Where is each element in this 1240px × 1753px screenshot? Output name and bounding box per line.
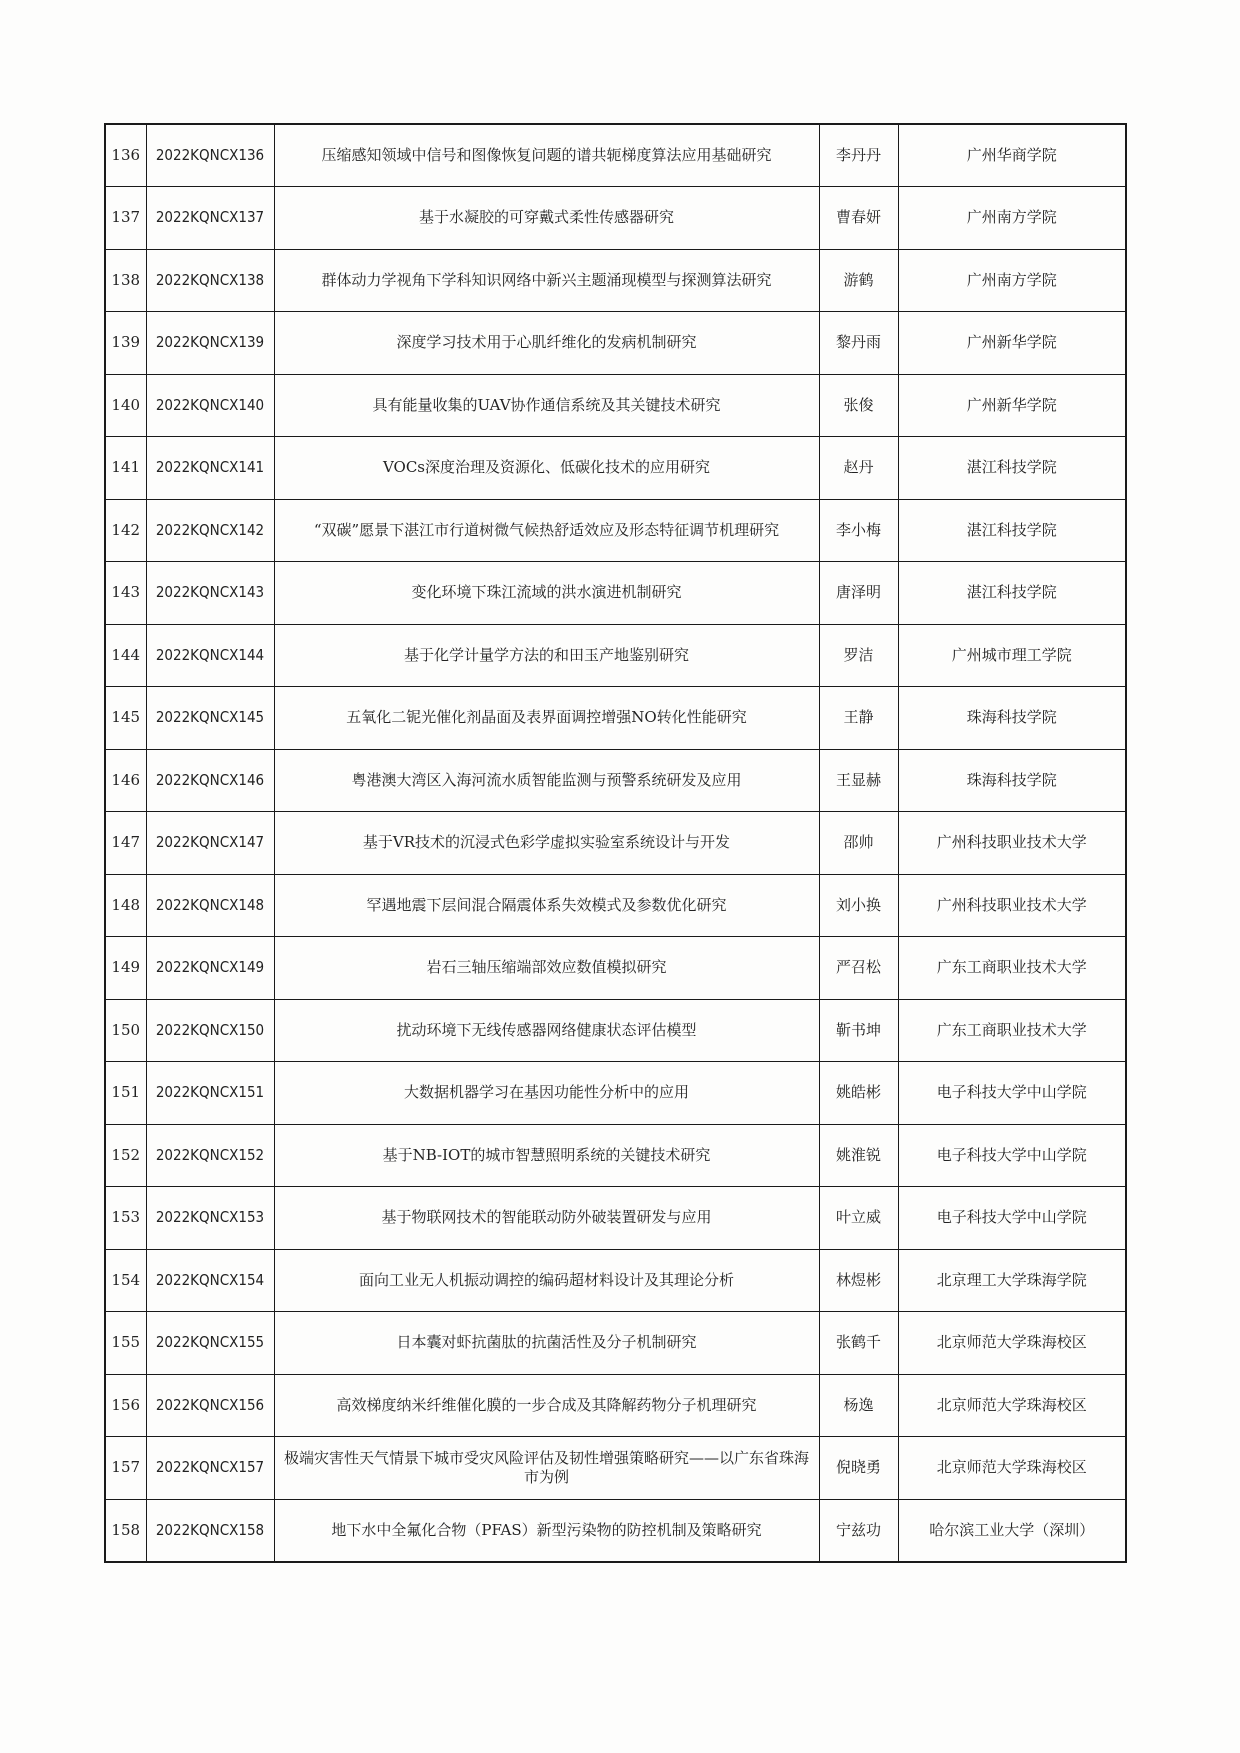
cell-project-leader: 张俊 <box>819 374 898 437</box>
table-row <box>105 499 1126 562</box>
cell-project-code: 2022KQNCX145 <box>146 687 274 750</box>
cell-seq: 154 <box>105 1249 146 1312</box>
cell-institution: 广州科技职业技术大学 <box>898 812 1126 875</box>
cell-seq: 142 <box>105 499 146 562</box>
cell-seq: 152 <box>105 1124 146 1187</box>
cell-project-title: 面向工业无人机振动调控的编码超材料设计及其理论分析 <box>274 1249 819 1312</box>
cell-project-leader: 唐泽明 <box>819 562 898 625</box>
cell-project-code: 2022KQNCX153 <box>146 1187 274 1250</box>
cell-project-leader: 林煜彬 <box>819 1249 898 1312</box>
table-row <box>105 1187 1126 1250</box>
cell-project-leader: 姚皓彬 <box>819 1062 898 1125</box>
cell-institution: 北京理工大学珠海学院 <box>898 1249 1126 1312</box>
cell-project-code: 2022KQNCX155 <box>146 1312 274 1375</box>
cell-project-title: 地下水中全氟化合物（PFAS）新型污染物的防控机制及策略研究 <box>274 1499 819 1562</box>
cell-institution: 湛江科技学院 <box>898 499 1126 562</box>
cell-project-code: 2022KQNCX136 <box>146 124 274 187</box>
table-row <box>105 874 1126 937</box>
cell-seq: 146 <box>105 749 146 812</box>
cell-project-title: 粤港澳大湾区入海河流水质智能监测与预警系统研发及应用 <box>274 749 819 812</box>
table-row <box>105 1499 1126 1562</box>
cell-project-code: 2022KQNCX144 <box>146 624 274 687</box>
cell-institution: 北京师范大学珠海校区 <box>898 1437 1126 1500</box>
cell-institution: 广东工商职业技术大学 <box>898 937 1126 1000</box>
cell-project-title: 基于NB-IOT的城市智慧照明系统的关键技术研究 <box>274 1124 819 1187</box>
cell-project-title: 罕遇地震下层间混合隔震体系失效模式及参数优化研究 <box>274 874 819 937</box>
cell-seq: 143 <box>105 562 146 625</box>
cell-project-code: 2022KQNCX147 <box>146 812 274 875</box>
cell-project-leader: 靳书坤 <box>819 999 898 1062</box>
table-row <box>105 1437 1126 1500</box>
cell-project-code: 2022KQNCX141 <box>146 437 274 500</box>
cell-seq: 153 <box>105 1187 146 1250</box>
cell-institution: 广州新华学院 <box>898 312 1126 375</box>
cell-project-leader: 叶立威 <box>819 1187 898 1250</box>
cell-project-code: 2022KQNCX139 <box>146 312 274 375</box>
cell-institution: 广州科技职业技术大学 <box>898 874 1126 937</box>
cell-project-title: 日本囊对虾抗菌肽的抗菌活性及分子机制研究 <box>274 1312 819 1375</box>
cell-seq: 155 <box>105 1312 146 1375</box>
table-row <box>105 249 1126 312</box>
cell-seq: 138 <box>105 249 146 312</box>
cell-project-leader: 杨逸 <box>819 1374 898 1437</box>
cell-project-code: 2022KQNCX151 <box>146 1062 274 1125</box>
cell-project-leader: 黎丹雨 <box>819 312 898 375</box>
cell-project-code: 2022KQNCX149 <box>146 937 274 1000</box>
cell-seq: 149 <box>105 937 146 1000</box>
cell-seq: 136 <box>105 124 146 187</box>
cell-seq: 150 <box>105 999 146 1062</box>
cell-seq: 148 <box>105 874 146 937</box>
cell-institution: 广州华商学院 <box>898 124 1126 187</box>
cell-institution: 北京师范大学珠海校区 <box>898 1312 1126 1375</box>
cell-project-leader: 罗洁 <box>819 624 898 687</box>
cell-project-title: 压缩感知领域中信号和图像恢复问题的谱共轭梯度算法应用基础研究 <box>274 124 819 187</box>
cell-project-code: 2022KQNCX138 <box>146 249 274 312</box>
cell-project-code: 2022KQNCX137 <box>146 187 274 250</box>
cell-project-code: 2022KQNCX152 <box>146 1124 274 1187</box>
cell-institution: 广州新华学院 <box>898 374 1126 437</box>
table-row <box>105 1374 1126 1437</box>
cell-project-title: 基于VR技术的沉浸式色彩学虚拟实验室系统设计与开发 <box>274 812 819 875</box>
cell-project-code: 2022KQNCX158 <box>146 1499 274 1562</box>
table-row <box>105 374 1126 437</box>
cell-project-code: 2022KQNCX154 <box>146 1249 274 1312</box>
cell-institution: 湛江科技学院 <box>898 437 1126 500</box>
cell-project-code: 2022KQNCX142 <box>146 499 274 562</box>
cell-seq: 144 <box>105 624 146 687</box>
cell-project-code: 2022KQNCX143 <box>146 562 274 625</box>
table-row <box>105 812 1126 875</box>
table-row <box>105 187 1126 250</box>
table-row <box>105 312 1126 375</box>
cell-project-leader: 李小梅 <box>819 499 898 562</box>
cell-institution: 哈尔滨工业大学（深圳） <box>898 1499 1126 1562</box>
cell-project-code: 2022KQNCX148 <box>146 874 274 937</box>
cell-project-leader: 张鹤千 <box>819 1312 898 1375</box>
table-row <box>105 687 1126 750</box>
cell-project-leader: 王静 <box>819 687 898 750</box>
cell-seq: 156 <box>105 1374 146 1437</box>
cell-institution: 湛江科技学院 <box>898 562 1126 625</box>
cell-project-title: 具有能量收集的UAV协作通信系统及其关键技术研究 <box>274 374 819 437</box>
table-row <box>105 749 1126 812</box>
cell-project-title: VOCs深度治理及资源化、低碳化技术的应用研究 <box>274 437 819 500</box>
cell-project-leader: 赵丹 <box>819 437 898 500</box>
cell-institution: 珠海科技学院 <box>898 687 1126 750</box>
cell-project-title: 高效梯度纳米纤维催化膜的一步合成及其降解药物分子机理研究 <box>274 1374 819 1437</box>
cell-seq: 147 <box>105 812 146 875</box>
cell-project-title: 基于化学计量学方法的和田玉产地鉴别研究 <box>274 624 819 687</box>
cell-institution: 珠海科技学院 <box>898 749 1126 812</box>
cell-institution: 广州城市理工学院 <box>898 624 1126 687</box>
cell-project-title: 群体动力学视角下学科知识网络中新兴主题涌现模型与探测算法研究 <box>274 249 819 312</box>
cell-project-code: 2022KQNCX146 <box>146 749 274 812</box>
table-row <box>105 1062 1126 1125</box>
table-row <box>105 624 1126 687</box>
cell-project-leader: 邵帅 <box>819 812 898 875</box>
cell-project-leader: 倪晓勇 <box>819 1437 898 1500</box>
cell-institution: 广州南方学院 <box>898 249 1126 312</box>
table-body <box>105 124 1126 1562</box>
cell-project-code: 2022KQNCX156 <box>146 1374 274 1437</box>
cell-project-leader: 姚淮锐 <box>819 1124 898 1187</box>
cell-institution: 广东工商职业技术大学 <box>898 999 1126 1062</box>
cell-seq: 137 <box>105 187 146 250</box>
cell-project-title: 基于水凝胶的可穿戴式柔性传感器研究 <box>274 187 819 250</box>
cell-project-leader: 李丹丹 <box>819 124 898 187</box>
cell-project-leader: 宁兹功 <box>819 1499 898 1562</box>
cell-institution: 电子科技大学中山学院 <box>898 1124 1126 1187</box>
table-row <box>105 437 1126 500</box>
cell-project-code: 2022KQNCX157 <box>146 1437 274 1500</box>
cell-project-code: 2022KQNCX140 <box>146 374 274 437</box>
cell-project-title: 变化环境下珠江流域的洪水演进机制研究 <box>274 562 819 625</box>
table-row <box>105 1312 1126 1375</box>
table-row <box>105 562 1126 625</box>
cell-project-leader: 游鹤 <box>819 249 898 312</box>
cell-project-title: 大数据机器学习在基因功能性分析中的应用 <box>274 1062 819 1125</box>
cell-institution: 电子科技大学中山学院 <box>898 1187 1126 1250</box>
cell-seq: 157 <box>105 1437 146 1500</box>
cell-seq: 141 <box>105 437 146 500</box>
cell-project-title: “双碳”愿景下湛江市行道树微气候热舒适效应及形态特征调节机理研究 <box>274 499 819 562</box>
cell-seq: 151 <box>105 1062 146 1125</box>
cell-seq: 145 <box>105 687 146 750</box>
cell-project-title: 基于物联网技术的智能联动防外破装置研发与应用 <box>274 1187 819 1250</box>
cell-institution: 电子科技大学中山学院 <box>898 1062 1126 1125</box>
cell-seq: 139 <box>105 312 146 375</box>
cell-project-title: 五氧化二铌光催化剂晶面及表界面调控增强NO转化性能研究 <box>274 687 819 750</box>
cell-project-leader: 曹春妍 <box>819 187 898 250</box>
cell-project-title: 极端灾害性天气情景下城市受灾风险评估及韧性增强策略研究——以广东省珠海市为例 <box>274 1437 819 1500</box>
cell-seq: 140 <box>105 374 146 437</box>
cell-project-title: 扰动环境下无线传感器网络健康状态评估模型 <box>274 999 819 1062</box>
cell-institution: 北京师范大学珠海校区 <box>898 1374 1126 1437</box>
cell-project-leader: 刘小换 <box>819 874 898 937</box>
cell-project-leader: 严召松 <box>819 937 898 1000</box>
table-row <box>105 1124 1126 1187</box>
table-row <box>105 1249 1126 1312</box>
cell-project-leader: 王显赫 <box>819 749 898 812</box>
table-row <box>105 937 1126 1000</box>
cell-project-title: 深度学习技术用于心肌纤维化的发病机制研究 <box>274 312 819 375</box>
cell-project-code: 2022KQNCX150 <box>146 999 274 1062</box>
cell-seq: 158 <box>105 1499 146 1562</box>
project-table <box>104 123 1127 1563</box>
cell-institution: 广州南方学院 <box>898 187 1126 250</box>
table-row <box>105 999 1126 1062</box>
cell-project-title: 岩石三轴压缩端部效应数值模拟研究 <box>274 937 819 1000</box>
table-row <box>105 124 1126 187</box>
